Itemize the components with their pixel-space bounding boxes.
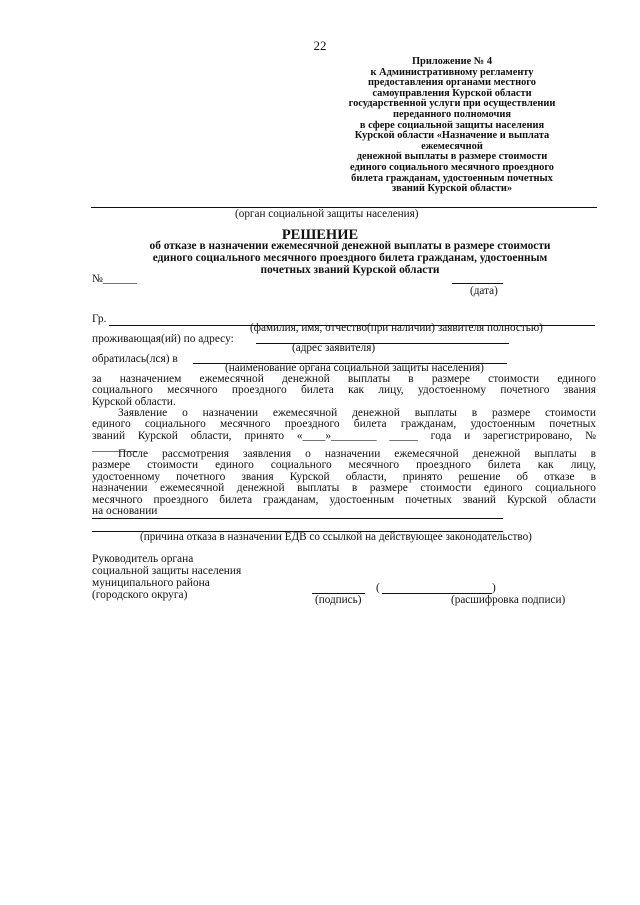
address-caption: (адрес заявителя) <box>292 342 376 354</box>
head-line: Руководитель органа <box>92 553 194 565</box>
page-number: 22 <box>313 38 327 53</box>
appendix-line: званий Курской области» <box>391 183 513 195</box>
paragraph-decision <box>92 449 596 517</box>
paragraph-line: за назначением ежемесячной денежной выплаты в размере стоимости единого <box>92 373 596 385</box>
organ-name-caption: (наименование органа социальной защиты населения) <box>225 362 484 374</box>
head-line: (городского округа) <box>92 589 188 601</box>
fio-caption: (фамилия, имя, отчество(при наличии) заявителя полностью) <box>250 322 543 334</box>
address-label: проживающая(ий) по адресу: <box>92 333 234 345</box>
appendix-line: в сфере социальной защиты населения <box>359 119 545 131</box>
paragraph-line: назначении ежемесячной денежной выплаты в размере стоимости единого социального <box>92 482 596 495</box>
appendix-line: переданного полномочия <box>393 108 511 120</box>
subtitle-line: единого социального месячного проездного билета гражданам, удостоенным <box>152 251 548 264</box>
reason-caption: (причина отказа в назначении ЕДВ со ссылкой на действующее законодательство) <box>140 531 532 543</box>
paragraph-application <box>92 408 596 454</box>
reason-line <box>92 518 503 519</box>
paragraph-line: на основании <box>92 505 158 518</box>
head-title <box>92 553 241 601</box>
appendix-line: к Административному регламенту <box>370 66 534 78</box>
paragraph-line: месячного проездного билета гражданам, удостоенным почетных званий Курской области <box>92 493 596 506</box>
appendix-line: самоуправления Курской области <box>372 87 532 99</box>
signature-caption: (подпись) <box>315 594 362 606</box>
date-caption: (дата) <box>470 285 498 297</box>
paragraph-line: званий Курской области, принято «____»________ _____ года и зарегистрировано, № <box>92 429 596 442</box>
appendix-line: Приложение № 4 <box>411 56 493 67</box>
paragraph-line: Заявление о назначении ежемесячной денежной выплаты в размере стоимости <box>118 407 596 419</box>
decision-subtitle <box>90 241 610 276</box>
appendix-heading <box>318 57 586 195</box>
subtitle-line: об отказе в назначении ежемесячной денежной выплаты в размере стоимости <box>149 240 551 252</box>
appendix-line: государственной услуги при осуществлении <box>348 98 556 110</box>
paragraph-line: удостоенному почетного звания Курской области, принято решение об отказе в <box>92 470 596 483</box>
appendix-line: единого социального месячного проездного <box>350 161 554 173</box>
appendix-line: билета гражданам, удостоенным почетных <box>351 172 553 184</box>
appendix-line: Курской области «Назначение и выплата <box>354 130 550 142</box>
subtitle-line: почетных званий Курской области <box>260 263 440 276</box>
paragraph-line: единого социального месячного проездного билета гражданам, удостоенным почетных <box>92 418 596 431</box>
head-line: муниципального района <box>92 577 210 589</box>
decode-caption: (расшифровка подписи) <box>451 594 566 606</box>
date-line <box>452 283 503 284</box>
citizen-label: Гр. <box>92 313 107 325</box>
decode-paren-open: ( <box>376 582 380 594</box>
paragraph-line: социального месячного проездного билета как лицу, удостоенному почетного звания <box>92 384 596 397</box>
organ-caption: (орган социальной защиты населения) <box>235 208 419 220</box>
paragraph-line: После рассмотрения заявления о назначении ежемесячной денежной выплаты в <box>118 448 596 460</box>
appendix-line: ежемесячной <box>421 140 483 152</box>
decision-number: №______ <box>92 273 138 285</box>
paragraph-line: ________ <box>92 441 138 454</box>
appendix-line: денежной выплаты в размере стоимости <box>356 151 548 163</box>
paragraph-purpose <box>92 374 596 408</box>
decode-paren-close: ) <box>492 582 496 594</box>
paragraph-line: Курской области. <box>92 395 176 408</box>
head-line: социальной защиты населения <box>92 565 242 577</box>
appendix-line: предоставления органами местного <box>368 77 536 89</box>
applied-label: обратилась(лся) в <box>92 353 178 365</box>
decision-title: РЕШЕНИЕ <box>281 227 359 243</box>
paragraph-line: размере стоимости единого социального месячного проездного билета как лицу, <box>92 459 596 472</box>
